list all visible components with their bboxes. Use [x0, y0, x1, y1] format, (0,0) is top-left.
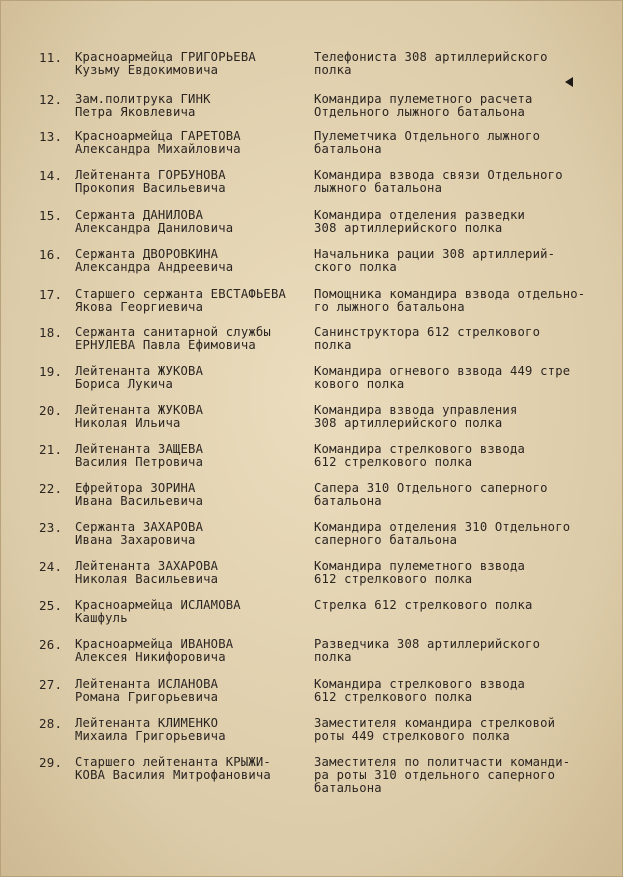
recipient-name [75, 443, 319, 469]
recipient-name-line: Лейтенанта КЛИМЕНКО [75, 716, 219, 730]
position-unit-line: Пулеметчика Отдельного лыжного [314, 130, 541, 143]
entry-number: 13. [39, 129, 63, 144]
position-unit [314, 169, 620, 195]
entry-number: 27. [39, 677, 63, 692]
recipient-name-line: Красноармейца ИСЛАМОВА [75, 598, 241, 612]
position-unit-line: Отдельного лыжного батальона [314, 105, 526, 119]
position-unit-line: полка [314, 650, 352, 664]
entry-number: 12. [39, 92, 63, 107]
recipient-name-line: Лейтенанта ИСЛАНОВА [75, 677, 219, 691]
position-unit-line: Командира отделения разведки [314, 209, 526, 222]
position-unit-line: кового полка [314, 377, 405, 391]
recipient-name-line: Романа Григорьевича [75, 690, 219, 704]
position-unit-line: лыжного батальона [314, 181, 443, 195]
recipient-name-line: Прокопия Васильевича [75, 181, 226, 195]
recipient-name [75, 51, 319, 77]
position-unit-line: Командира стрелкового взвода [314, 443, 526, 456]
recipient-name [75, 717, 319, 743]
position-unit [314, 326, 620, 352]
position-unit-line: полка [314, 338, 352, 352]
recipient-name [75, 482, 319, 508]
recipient-name-line: Старшего лейтенанта КРЫЖИ- [75, 755, 271, 769]
entry-number: 21. [39, 442, 63, 457]
position-unit [314, 678, 620, 704]
recipient-name-line: Николая Ильича [75, 416, 181, 430]
recipient-name [75, 638, 319, 664]
recipient-name-line: Сержанта ДАНИЛОВА [75, 208, 204, 222]
recipient-name-line: Лейтенанта ЖУКОВА [75, 364, 204, 378]
entry-number: 25. [39, 598, 63, 613]
position-unit-line: Разведчика 308 артиллерийского [314, 638, 541, 651]
recipient-name-line: Сержанта ЗАХАРОВА [75, 520, 204, 534]
position-unit-line: саперного батальона [314, 533, 458, 547]
position-unit-line: Командира отделения 310 Отдельного [314, 521, 571, 534]
position-unit [314, 248, 620, 274]
recipient-name [75, 678, 319, 704]
recipient-name [75, 130, 319, 156]
recipient-name [75, 560, 319, 586]
position-unit-line: 308 артиллерийского полка [314, 221, 503, 235]
recipient-name [75, 599, 319, 625]
recipient-name-line: Зам.политрука ГИНК [75, 92, 211, 106]
recipient-name-line: Александра Даниловича [75, 221, 234, 235]
position-unit-line: полка [314, 63, 352, 77]
recipient-name-line: Ефрейтора ЗОРИНА [75, 481, 196, 495]
position-unit [314, 288, 620, 314]
recipient-name [75, 756, 319, 782]
position-unit [314, 482, 620, 508]
position-unit [314, 130, 620, 156]
position-unit-line: ского полка [314, 260, 397, 274]
recipient-name-line: Красноармейца ИВАНОВА [75, 637, 234, 651]
position-unit-line: Заместителя по политчасти команди- [314, 756, 571, 769]
recipient-name-line: Бориса Лукича [75, 377, 173, 391]
position-unit-line [314, 612, 620, 625]
position-unit [314, 756, 620, 795]
recipient-name-line: Лейтенанта ГОРБУНОВА [75, 168, 226, 182]
position-unit [314, 93, 620, 119]
entry-number: 18. [39, 325, 63, 340]
position-unit [314, 51, 620, 77]
position-unit-line: Командира стрелкового взвода [314, 678, 526, 691]
entry-number: 11. [39, 50, 63, 65]
entry-number: 19. [39, 364, 63, 379]
recipient-name-line: Петра Яковлевича [75, 105, 196, 119]
position-unit-line: Помощника командира взвода отдельно- [314, 288, 586, 301]
position-unit [314, 638, 620, 664]
entry-number: 22. [39, 481, 63, 496]
position-unit-line: 308 артиллерийского полка [314, 416, 503, 430]
recipient-name [75, 248, 319, 274]
recipient-name [75, 404, 319, 430]
entry-number: 15. [39, 208, 63, 223]
position-unit-line: Стрелка 612 стрелкового полка [314, 599, 533, 612]
recipient-name-line: Кузьму Евдокимовича [75, 63, 219, 77]
recipient-name-line: Ивана Васильевича [75, 494, 204, 508]
recipient-name [75, 288, 319, 314]
position-unit-line: батальона [314, 142, 382, 156]
recipient-name-line: Николая Васильевича [75, 572, 219, 586]
recipient-name-line: Сержанта санитарной службы [75, 325, 271, 339]
recipient-name [75, 93, 319, 119]
position-unit [314, 560, 620, 586]
position-unit [314, 443, 620, 469]
recipient-name-line: Михаила Григорьевича [75, 729, 226, 743]
position-unit [314, 717, 620, 743]
position-unit [314, 521, 620, 547]
position-unit-line: Командира взвода связи Отдельного [314, 169, 563, 182]
position-unit-line: Санинструктора 612 стрелкового [314, 326, 541, 339]
position-unit-line: роты 449 стрелкового полка [314, 729, 510, 743]
position-unit [314, 404, 620, 430]
position-unit-line: 612 стрелкового полка [314, 572, 473, 586]
position-unit-line: батальона [314, 781, 382, 795]
position-unit-line: Заместителя командира стрелковой [314, 717, 556, 730]
position-unit-line: Командира огневого взвода 449 стре [314, 365, 571, 378]
position-unit-line: го лыжного батальона [314, 300, 465, 314]
entry-number: 26. [39, 637, 63, 652]
entry-number: 16. [39, 247, 63, 262]
position-unit-line: Командира взвода управления [314, 404, 518, 417]
position-unit-line: Телефониста 308 артиллерийского [314, 51, 548, 64]
position-unit [314, 209, 620, 235]
recipient-name-line: Красноармейца ГРИГОРЬЕВА [75, 50, 256, 64]
pen-mark-arrow [565, 77, 573, 87]
position-unit-line: Начальника рации 308 артиллерий- [314, 248, 556, 261]
entry-number: 23. [39, 520, 63, 535]
recipient-name-line: Лейтенанта ЗАЩЕВА [75, 442, 204, 456]
recipient-name-line: Василия Петровича [75, 455, 204, 469]
entry-number: 20. [39, 403, 63, 418]
recipient-name [75, 365, 319, 391]
position-unit-line: ра роты 310 отдельного саперного [314, 768, 556, 782]
recipient-name-line: Александра Андреевича [75, 260, 234, 274]
entry-number: 14. [39, 168, 63, 183]
entry-number: 29. [39, 755, 63, 770]
position-unit-line: 612 стрелкового полка [314, 455, 473, 469]
recipient-name-line: Лейтенанта ЖУКОВА [75, 403, 204, 417]
position-unit [314, 599, 620, 625]
position-unit-line: Командира пулеметного взвода [314, 560, 526, 573]
recipient-name-line: Сержанта ДВОРОВКИНА [75, 247, 219, 261]
position-unit-line: Командира пулеметного расчета [314, 93, 533, 106]
recipient-name-line: Лейтенанта ЗАХАРОВА [75, 559, 219, 573]
entry-number: 28. [39, 716, 63, 731]
entry-number: 17. [39, 287, 63, 302]
recipient-name [75, 326, 319, 352]
recipient-name-line: Якова Георгиевича [75, 300, 204, 314]
recipient-name-line: Алексея Никифоровича [75, 650, 226, 664]
recipient-name-line: Кашфуль [75, 611, 128, 625]
recipient-name-line: Александра Михайловича [75, 142, 241, 156]
recipient-name [75, 521, 319, 547]
position-unit [314, 365, 620, 391]
recipient-name-line: Ивана Захаровича [75, 533, 196, 547]
position-unit-line: батальона [314, 494, 382, 508]
recipient-name [75, 209, 319, 235]
recipient-name-line: Старшего сержанта ЕВСТАФЬЕВА [75, 287, 287, 301]
recipient-name-line: КОВА Василия Митрофановича [75, 768, 271, 782]
recipient-name [75, 169, 319, 195]
recipient-name-line: ЕРНУЛЕВА Павла Ефимовича [75, 338, 256, 352]
recipient-name-line: Красноармейца ГАРЕТОВА [75, 129, 241, 143]
position-unit-line: Сапера 310 Отдельного саперного [314, 482, 548, 495]
position-unit-line: 612 стрелкового полка [314, 690, 473, 704]
entry-number: 24. [39, 559, 63, 574]
